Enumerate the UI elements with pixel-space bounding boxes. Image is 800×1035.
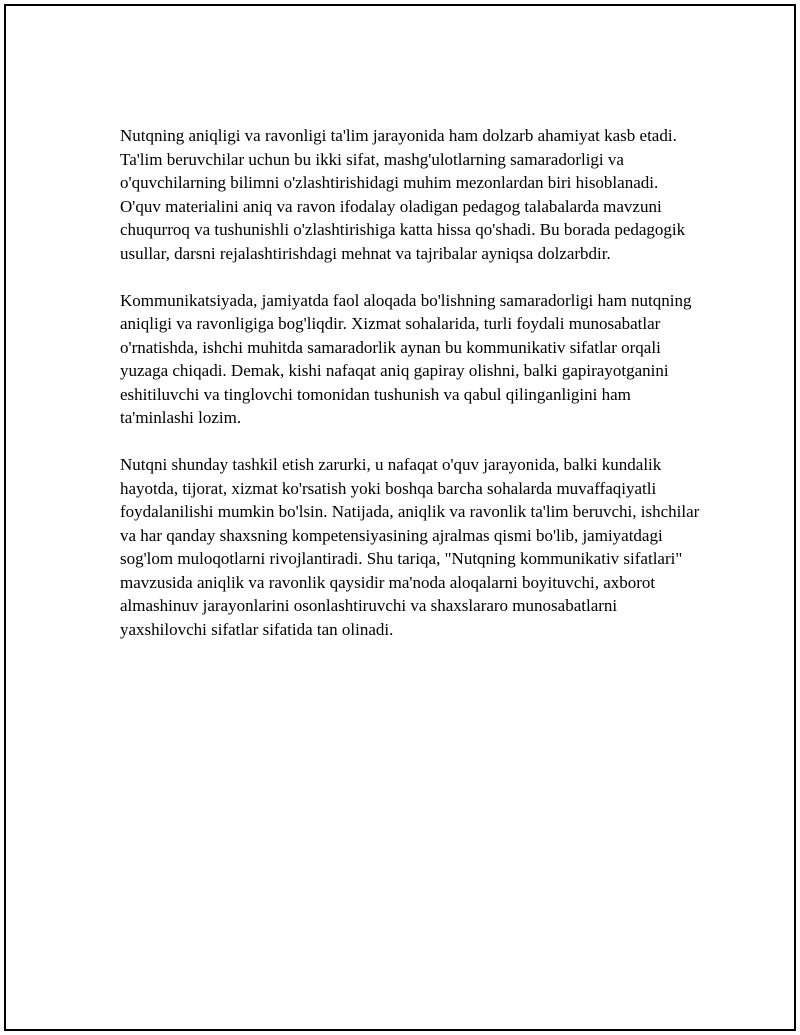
paragraph-3: Nutqni shunday tashkil etish zarurki, u nafaqat o'quv jarayonida, balki kundalik hayotda, tijorat, xizmat ko'rsatish yoki boshqa barcha sohalarda muvaffaqiyatli foydalanilishi mumkin bo'lsin. Natijada, aniqlik va ravonlik ta'lim beruvchi, ishchilar va har qanday shaxsning kompetensiyasining ajralmas qismi bo'lib, jamiyatdagi sog'lom muloqotlarni rivojlantiradi. Shu tariqa, "Nutqning kommunikativ sifatlari" mavzusida aniqlik va ravonlik qaysidir ma'noda aloqalarni boyituvchi, axborot almashinuv jarayonlarini osonlashtiruvchi va shaxslararo munosabatlarni yaxshilovchi sifatlar sifatida tan olinadi. (120, 455, 700, 639)
document-page (4, 4, 796, 1031)
paragraph-1: Nutqning aniqligi va ravonligi ta'lim jarayonida ham dolzarb ahamiyat kasb etadi. Ta'lim beruvchilar uchun bu ikki sifat, mashg'ulotlarning samaradorligi va o'quvchilarning bilimni o'zlashtirishidagi muhim mezonlardan biri hisoblanadi. O'quv materialini aniq va ravon ifodalay oladigan pedagog talabalarda mavzuni chuqurroq va tushunishli o'zlashtirishiga katta hissa qo'shadi. Bu borada pedagogik usullar, darsni rejalashtirishdagi mehnat va tajribalar ayniqsa dolzarbdir. (120, 126, 686, 263)
paragraph-2: Kommunikatsiyada, jamiyatda faol aloqada bo'lishning samaradorligi ham nutqning aniqligi va ravonligiga bog'liqdir. Xizmat sohalarida, turli foydali munosabatlar o'rnatishda, ishchi muhitda samaradorlik aynan bu kommunikativ sifatlar orqali yuzaga chiqadi. Demak, kishi nafaqat aniq gapiray olishni, balki gapirayotganini eshitiluvchi va tinglovchi tomonidan tushunish va qabul qilinganligini ham ta'minlashi lozim. (120, 290, 692, 427)
document-body (120, 124, 700, 665)
